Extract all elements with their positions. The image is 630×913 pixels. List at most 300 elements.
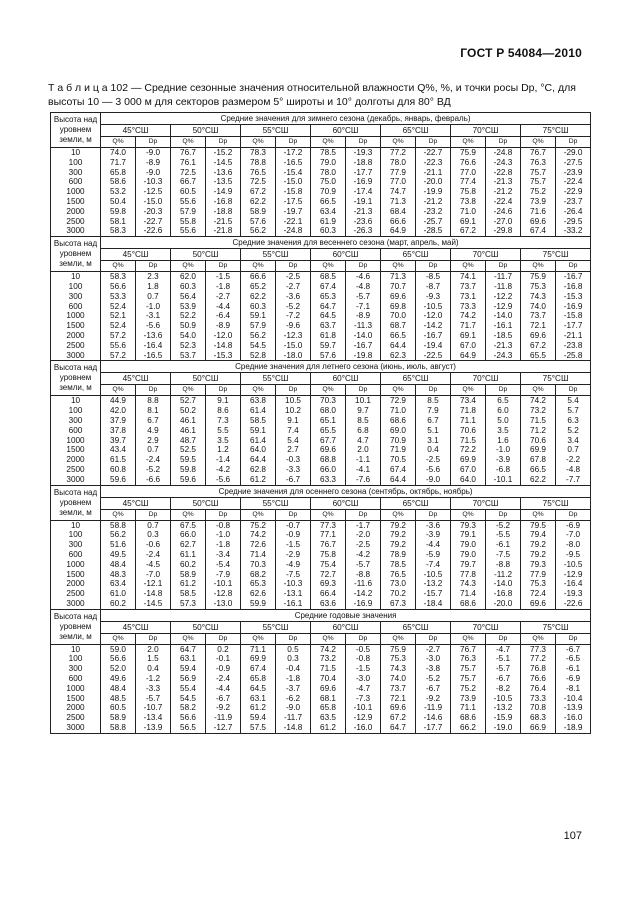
humidity-cell: 75.7: [521, 177, 556, 187]
humidity-header: Q%: [171, 509, 206, 520]
humidity-cell: 79.0: [451, 540, 486, 550]
dewpoint-cell: -28.5: [416, 226, 451, 236]
humidity-cell: 75.8: [311, 550, 346, 560]
humidity-header: Q%: [521, 385, 556, 396]
dewpoint-cell: -12.1: [136, 579, 171, 589]
latitude-header: 45°СШ: [101, 249, 171, 261]
humidity-cell: 52.4: [101, 321, 136, 331]
dewpoint-cell: -6.8: [486, 465, 521, 475]
humidity-cell: 71.7: [101, 158, 136, 168]
humidity-cell: 69.9: [241, 654, 276, 664]
humidity-cell: 71.5: [451, 436, 486, 446]
dewpoint-cell: -5.2: [276, 302, 311, 312]
dewpoint-header: Dp: [346, 385, 381, 396]
latitude-header: 55°СШ: [241, 373, 311, 385]
humidity-cell: 60.2: [171, 560, 206, 570]
humidity-cell: 50.4: [101, 197, 136, 207]
dewpoint-cell: -22.1: [276, 217, 311, 227]
dewpoint-cell: 5.5: [206, 426, 241, 436]
dewpoint-cell: 5.2: [556, 426, 591, 436]
dewpoint-cell: -15.0: [136, 197, 171, 207]
dewpoint-cell: -20.0: [486, 599, 521, 609]
dewpoint-cell: -29.8: [486, 226, 521, 236]
table-row: [51, 550, 591, 560]
altitude-cell: 3000: [51, 351, 101, 361]
humidity-cell: 64.5: [241, 684, 276, 694]
humidity-cell: 61.2: [171, 579, 206, 589]
humidity-cell: 64.4: [381, 341, 416, 351]
dewpoint-cell: 2.9: [136, 436, 171, 446]
humidity-header: Q%: [311, 137, 346, 148]
dewpoint-cell: -16.1: [276, 599, 311, 609]
humidity-cell: 75.9: [451, 148, 486, 158]
dewpoint-header: Dp: [486, 261, 521, 272]
dewpoint-cell: -11.9: [206, 713, 241, 723]
humidity-cell: 59.9: [241, 599, 276, 609]
humidity-header: Q%: [311, 633, 346, 644]
humidity-cell: 72.6: [241, 540, 276, 550]
altitude-cell: 10: [51, 396, 101, 406]
dewpoint-cell: 8.6: [206, 406, 241, 416]
table-row: [51, 723, 591, 733]
dewpoint-cell: 6.0: [486, 406, 521, 416]
humidity-cell: 68.4: [381, 207, 416, 217]
altitude-cell: 10: [51, 520, 101, 530]
dewpoint-cell: -1.0: [136, 302, 171, 312]
humidity-cell: 74.0: [521, 302, 556, 312]
humidity-cell: 75.7: [451, 674, 486, 684]
page-number: 107: [563, 830, 582, 842]
table-row: [51, 713, 591, 723]
humidity-cell: 37.9: [101, 416, 136, 426]
dewpoint-cell: -5.6: [416, 465, 451, 475]
table-row: [51, 272, 591, 282]
humidity-cell: 64.7: [171, 644, 206, 654]
dewpoint-cell: -10.4: [556, 694, 591, 704]
dewpoint-cell: -16.9: [346, 599, 381, 609]
altitude-cell: 1000: [51, 187, 101, 197]
dewpoint-cell: -6.9: [556, 520, 591, 530]
document-header: ГОСТ Р 54084—2010: [460, 46, 582, 60]
altitude-cell: 1500: [51, 197, 101, 207]
dewpoint-cell: -15.0: [276, 177, 311, 187]
dewpoint-cell: -3.6: [416, 520, 451, 530]
humidity-cell: 57.2: [101, 351, 136, 361]
humidity-cell: 69.1: [451, 331, 486, 341]
dewpoint-header: Dp: [486, 633, 521, 644]
humidity-cell: 70.5: [381, 455, 416, 465]
dewpoint-cell: -1.4: [206, 455, 241, 465]
dewpoint-cell: -1.5: [346, 664, 381, 674]
dewpoint-cell: 6.7: [416, 416, 451, 426]
dewpoint-cell: -17.4: [346, 187, 381, 197]
altitude-cell: 1500: [51, 570, 101, 580]
dewpoint-cell: -6.5: [556, 654, 591, 664]
dewpoint-cell: -14.2: [416, 321, 451, 331]
dewpoint-cell: 4.7: [346, 436, 381, 446]
humidity-cell: 63.6: [311, 599, 346, 609]
dewpoint-cell: 6.3: [556, 416, 591, 426]
humidity-cell: 61.8: [311, 331, 346, 341]
dewpoint-cell: -13.0: [206, 599, 241, 609]
dewpoint-cell: -2.5: [346, 540, 381, 550]
table-caption: Т а б л и ц а 102 — Средние сезонные значения относительной влажности Q%, %, и точки росы Dp, °С, для высоты 10 — 3 000 м для секторов размером 5° широты и 10° долготы для 80° ВД: [48, 82, 576, 108]
dewpoint-cell: 5.4: [556, 396, 591, 406]
dewpoint-cell: -10.3: [276, 579, 311, 589]
humidity-header: Q%: [381, 633, 416, 644]
latitude-header: 75°СШ: [521, 497, 591, 509]
humidity-cell: 57.2: [101, 331, 136, 341]
humidity-header: Q%: [451, 385, 486, 396]
dewpoint-cell: -3.6: [276, 292, 311, 302]
humidity-header: Q%: [311, 385, 346, 396]
altitude-cell: 600: [51, 674, 101, 684]
altitude-cell: 3000: [51, 599, 101, 609]
dewpoint-cell: -7.3: [346, 694, 381, 704]
dewpoint-cell: -0.8: [206, 520, 241, 530]
dewpoint-cell: -10.5: [416, 570, 451, 580]
dewpoint-cell: -13.2: [416, 579, 451, 589]
dewpoint-cell: -11.7: [276, 713, 311, 723]
dewpoint-cell: -4.6: [346, 272, 381, 282]
table-row: [51, 436, 591, 446]
dewpoint-cell: -7.2: [276, 311, 311, 321]
humidity-header: Q%: [171, 137, 206, 148]
humidity-cell: 64.0: [241, 445, 276, 455]
humidity-cell: 75.8: [451, 187, 486, 197]
dewpoint-cell: -9.6: [276, 321, 311, 331]
dewpoint-header: Dp: [206, 261, 241, 272]
humidity-cell: 73.8: [451, 197, 486, 207]
altitude-cell: 600: [51, 177, 101, 187]
humidity-cell: 65.2: [241, 282, 276, 292]
dewpoint-cell: -3.7: [276, 684, 311, 694]
humidity-cell: 59.4: [241, 713, 276, 723]
dewpoint-cell: -4.2: [206, 465, 241, 475]
dewpoint-cell: -0.5: [346, 644, 381, 654]
humidity-cell: 56.6: [101, 654, 136, 664]
dewpoint-header: Dp: [206, 137, 241, 148]
humidity-cell: 63.7: [311, 321, 346, 331]
humidity-header: Q%: [311, 261, 346, 272]
altitude-cell: 10: [51, 148, 101, 158]
dewpoint-cell: -0.4: [276, 664, 311, 674]
dewpoint-cell: -6.2: [276, 694, 311, 704]
dewpoint-cell: -22.7: [136, 217, 171, 227]
latitude-header: 60°СШ: [311, 125, 381, 137]
table-row: [51, 168, 591, 178]
dewpoint-cell: -23.2: [416, 207, 451, 217]
dewpoint-cell: -23.7: [556, 197, 591, 207]
dewpoint-cell: -14.5: [206, 158, 241, 168]
dewpoint-cell: -14.8: [206, 341, 241, 351]
humidity-cell: 78.5: [381, 560, 416, 570]
humidity-cell: 66.6: [381, 217, 416, 227]
dewpoint-cell: -22.5: [416, 351, 451, 361]
dewpoint-cell: -4.4: [206, 684, 241, 694]
humidity-header: Q%: [241, 633, 276, 644]
humidity-cell: 49.6: [101, 674, 136, 684]
humidity-cell: 79.2: [381, 530, 416, 540]
dewpoint-cell: -16.4: [136, 341, 171, 351]
humidity-cell: 76.7: [171, 148, 206, 158]
dewpoint-header: Dp: [346, 261, 381, 272]
humidity-cell: 78.0: [311, 168, 346, 178]
humidity-cell: 73.2: [311, 654, 346, 664]
latitude-header: 65°СШ: [381, 125, 451, 137]
humidity-cell: 75.2: [241, 520, 276, 530]
humidity-cell: 74.3: [521, 292, 556, 302]
dewpoint-cell: -10.3: [136, 177, 171, 187]
dewpoint-cell: -10.1: [346, 703, 381, 713]
humidity-cell: 74.3: [381, 664, 416, 674]
altitude-cell: 600: [51, 550, 101, 560]
subheader-row: [51, 509, 591, 520]
dewpoint-cell: 0.7: [556, 445, 591, 455]
humidity-cell: 43.4: [101, 445, 136, 455]
dewpoint-cell: -16.5: [276, 158, 311, 168]
humidity-cell: 71.1: [241, 644, 276, 654]
humidity-cell: 75.3: [521, 579, 556, 589]
dewpoint-cell: -16.7: [416, 331, 451, 341]
humidity-header: Q%: [311, 509, 346, 520]
table-row: [51, 540, 591, 550]
humidity-cell: 57.9: [171, 207, 206, 217]
altitude-cell: 1500: [51, 694, 101, 704]
latitude-header: 45°СШ: [101, 497, 171, 509]
dewpoint-cell: -1.2: [136, 674, 171, 684]
dewpoint-cell: -0.3: [276, 455, 311, 465]
humidity-cell: 67.0: [451, 465, 486, 475]
latitude-header: 55°СШ: [241, 621, 311, 633]
humidity-cell: 67.8: [521, 455, 556, 465]
humidity-cell: 62.2: [241, 292, 276, 302]
dewpoint-header: Dp: [206, 633, 241, 644]
humidity-cell: 49.5: [101, 550, 136, 560]
table-row: [51, 570, 591, 580]
humidity-cell: 69.6: [381, 703, 416, 713]
dewpoint-cell: 3.5: [486, 426, 521, 436]
table-row: [51, 674, 591, 684]
dewpoint-cell: -0.7: [276, 520, 311, 530]
humidity-cell: 42.0: [101, 406, 136, 416]
dewpoint-cell: -1.5: [206, 272, 241, 282]
dewpoint-cell: 1.6: [486, 436, 521, 446]
dewpoint-cell: -16.9: [346, 177, 381, 187]
humidity-cell: 58.8: [101, 520, 136, 530]
table-row: [51, 351, 591, 361]
dewpoint-cell: -8.9: [136, 158, 171, 168]
humidity-cell: 67.2: [521, 341, 556, 351]
humidity-cell: 77.8: [451, 570, 486, 580]
table-row: [51, 341, 591, 351]
humidity-cell: 72.7: [311, 570, 346, 580]
dewpoint-cell: -2.4: [136, 455, 171, 465]
humidity-cell: 67.2: [451, 226, 486, 236]
altitude-cell: 1000: [51, 684, 101, 694]
dewpoint-cell: 0.4: [416, 445, 451, 455]
humidity-cell: 75.3: [521, 282, 556, 292]
section-title-row: [51, 113, 591, 125]
dewpoint-header: Dp: [486, 385, 521, 396]
humidity-header: Q%: [101, 261, 136, 272]
humidity-cell: 77.2: [381, 148, 416, 158]
dewpoint-header: Dp: [276, 509, 311, 520]
humidity-cell: 48.5: [101, 694, 136, 704]
humidity-cell: 72.5: [241, 177, 276, 187]
humidity-cell: 66.5: [381, 331, 416, 341]
table-row: [51, 406, 591, 416]
humidity-cell: 79.2: [521, 550, 556, 560]
humidity-cell: 59.1: [241, 311, 276, 321]
dewpoint-cell: 5.1: [416, 426, 451, 436]
humidity-cell: 71.5: [311, 664, 346, 674]
humidity-cell: 66.0: [171, 530, 206, 540]
dewpoint-cell: -22.6: [556, 599, 591, 609]
altitude-cell: 1500: [51, 321, 101, 331]
dewpoint-cell: 4.9: [136, 426, 171, 436]
dewpoint-cell: 6.5: [486, 396, 521, 406]
humidity-cell: 61.2: [241, 703, 276, 713]
humidity-cell: 63.1: [171, 654, 206, 664]
dewpoint-cell: -15.8: [276, 187, 311, 197]
humidity-header: Q%: [381, 385, 416, 396]
dewpoint-cell: -27.0: [486, 217, 521, 227]
dewpoint-header: Dp: [136, 385, 171, 396]
dewpoint-cell: -0.9: [206, 664, 241, 674]
dewpoint-cell: -24.8: [486, 148, 521, 158]
humidity-cell: 77.9: [381, 168, 416, 178]
dewpoint-cell: -17.7: [416, 723, 451, 733]
humidity-cell: 76.8: [521, 664, 556, 674]
dewpoint-cell: -25.7: [416, 217, 451, 227]
dewpoint-cell: -8.9: [206, 321, 241, 331]
latitude-header: 45°СШ: [101, 373, 171, 385]
dewpoint-cell: -16.7: [346, 341, 381, 351]
altitude-cell: 2500: [51, 217, 101, 227]
humidity-cell: 60.3: [241, 302, 276, 312]
dewpoint-cell: -1.5: [276, 540, 311, 550]
humidity-cell: 57.3: [171, 599, 206, 609]
dewpoint-cell: -4.4: [206, 302, 241, 312]
dewpoint-cell: 7.4: [276, 426, 311, 436]
dewpoint-cell: 2.3: [136, 272, 171, 282]
humidity-cell: 67.4: [241, 664, 276, 674]
dewpoint-cell: -12.7: [206, 723, 241, 733]
dewpoint-cell: -21.3: [346, 207, 381, 217]
dewpoint-header: Dp: [556, 137, 591, 148]
humidity-cell: 69.3: [311, 579, 346, 589]
humidity-cell: 66.6: [241, 272, 276, 282]
dewpoint-cell: -9.0: [416, 475, 451, 485]
humidity-cell: 56.2: [241, 226, 276, 236]
dewpoint-cell: 8.5: [416, 396, 451, 406]
dewpoint-cell: -8.1: [556, 684, 591, 694]
table-row: [51, 644, 591, 654]
dewpoint-cell: -13.9: [556, 703, 591, 713]
dewpoint-cell: 0.7: [136, 445, 171, 455]
humidity-cell: 79.5: [521, 520, 556, 530]
humidity-cell: 68.5: [311, 272, 346, 282]
humidity-cell: 66.2: [451, 723, 486, 733]
humidity-cell: 67.0: [451, 341, 486, 351]
dewpoint-cell: -14.8: [136, 589, 171, 599]
dewpoint-cell: 8.1: [136, 406, 171, 416]
humidity-cell: 44.9: [101, 396, 136, 406]
dewpoint-cell: 0.7: [136, 292, 171, 302]
humidity-cell: 64.4: [241, 455, 276, 465]
table-row: [51, 654, 591, 664]
dewpoint-cell: -5.6: [136, 321, 171, 331]
dewpoint-cell: -1.7: [346, 520, 381, 530]
latitude-header: 75°СШ: [521, 621, 591, 633]
dewpoint-header: Dp: [346, 137, 381, 148]
altitude-cell: 2500: [51, 589, 101, 599]
table-row: [51, 292, 591, 302]
table-row: [51, 416, 591, 426]
humidity-cell: 76.6: [451, 158, 486, 168]
humidity-cell: 79.2: [521, 540, 556, 550]
dewpoint-cell: 0.3: [276, 654, 311, 664]
dewpoint-cell: -9.0: [136, 148, 171, 158]
dewpoint-cell: -4.8: [556, 465, 591, 475]
dewpoint-cell: -5.9: [416, 550, 451, 560]
latitude-header-row: [51, 373, 591, 385]
section-title-row: [51, 485, 591, 497]
dewpoint-cell: -18.8: [206, 207, 241, 217]
humidity-cell: 71.7: [451, 321, 486, 331]
dewpoint-header: Dp: [416, 633, 451, 644]
humidity-cell: 64.5: [311, 311, 346, 321]
humidity-cell: 72.5: [171, 168, 206, 178]
dewpoint-header: Dp: [136, 137, 171, 148]
dewpoint-cell: -13.6: [206, 168, 241, 178]
humidity-cell: 60.5: [101, 703, 136, 713]
latitude-header: 45°СШ: [101, 125, 171, 137]
altitude-cell: 3000: [51, 723, 101, 733]
dewpoint-cell: -5.5: [486, 530, 521, 540]
dewpoint-cell: -21.1: [416, 168, 451, 178]
latitude-header: 50°СШ: [171, 497, 241, 509]
humidity-cell: 60.3: [311, 226, 346, 236]
humidity-cell: 78.5: [311, 148, 346, 158]
dewpoint-cell: -17.7: [346, 168, 381, 178]
humidity-cell: 48.4: [101, 684, 136, 694]
humidity-cell: 73.3: [451, 302, 486, 312]
dewpoint-cell: 1.2: [206, 445, 241, 455]
dewpoint-header: Dp: [416, 261, 451, 272]
humidity-cell: 79.2: [381, 540, 416, 550]
humidity-cell: 55.8: [171, 217, 206, 227]
altitude-cell: 100: [51, 406, 101, 416]
altitude-cell: 1000: [51, 311, 101, 321]
dewpoint-cell: -5.1: [486, 654, 521, 664]
dewpoint-cell: -21.3: [486, 341, 521, 351]
humidity-header: Q%: [171, 633, 206, 644]
table-row: [51, 396, 591, 406]
dewpoint-cell: -4.5: [136, 560, 171, 570]
dewpoint-cell: -7.5: [486, 550, 521, 560]
dewpoint-cell: -19.7: [276, 207, 311, 217]
dewpoint-cell: -23.8: [556, 341, 591, 351]
table-row: [51, 331, 591, 341]
dewpoint-cell: -24.6: [486, 207, 521, 217]
section-title-row: [51, 361, 591, 373]
dewpoint-cell: -3.4: [206, 550, 241, 560]
humidity-cell: 64.9: [381, 226, 416, 236]
humidity-cell: 61.2: [241, 475, 276, 485]
dewpoint-cell: -19.3: [346, 148, 381, 158]
